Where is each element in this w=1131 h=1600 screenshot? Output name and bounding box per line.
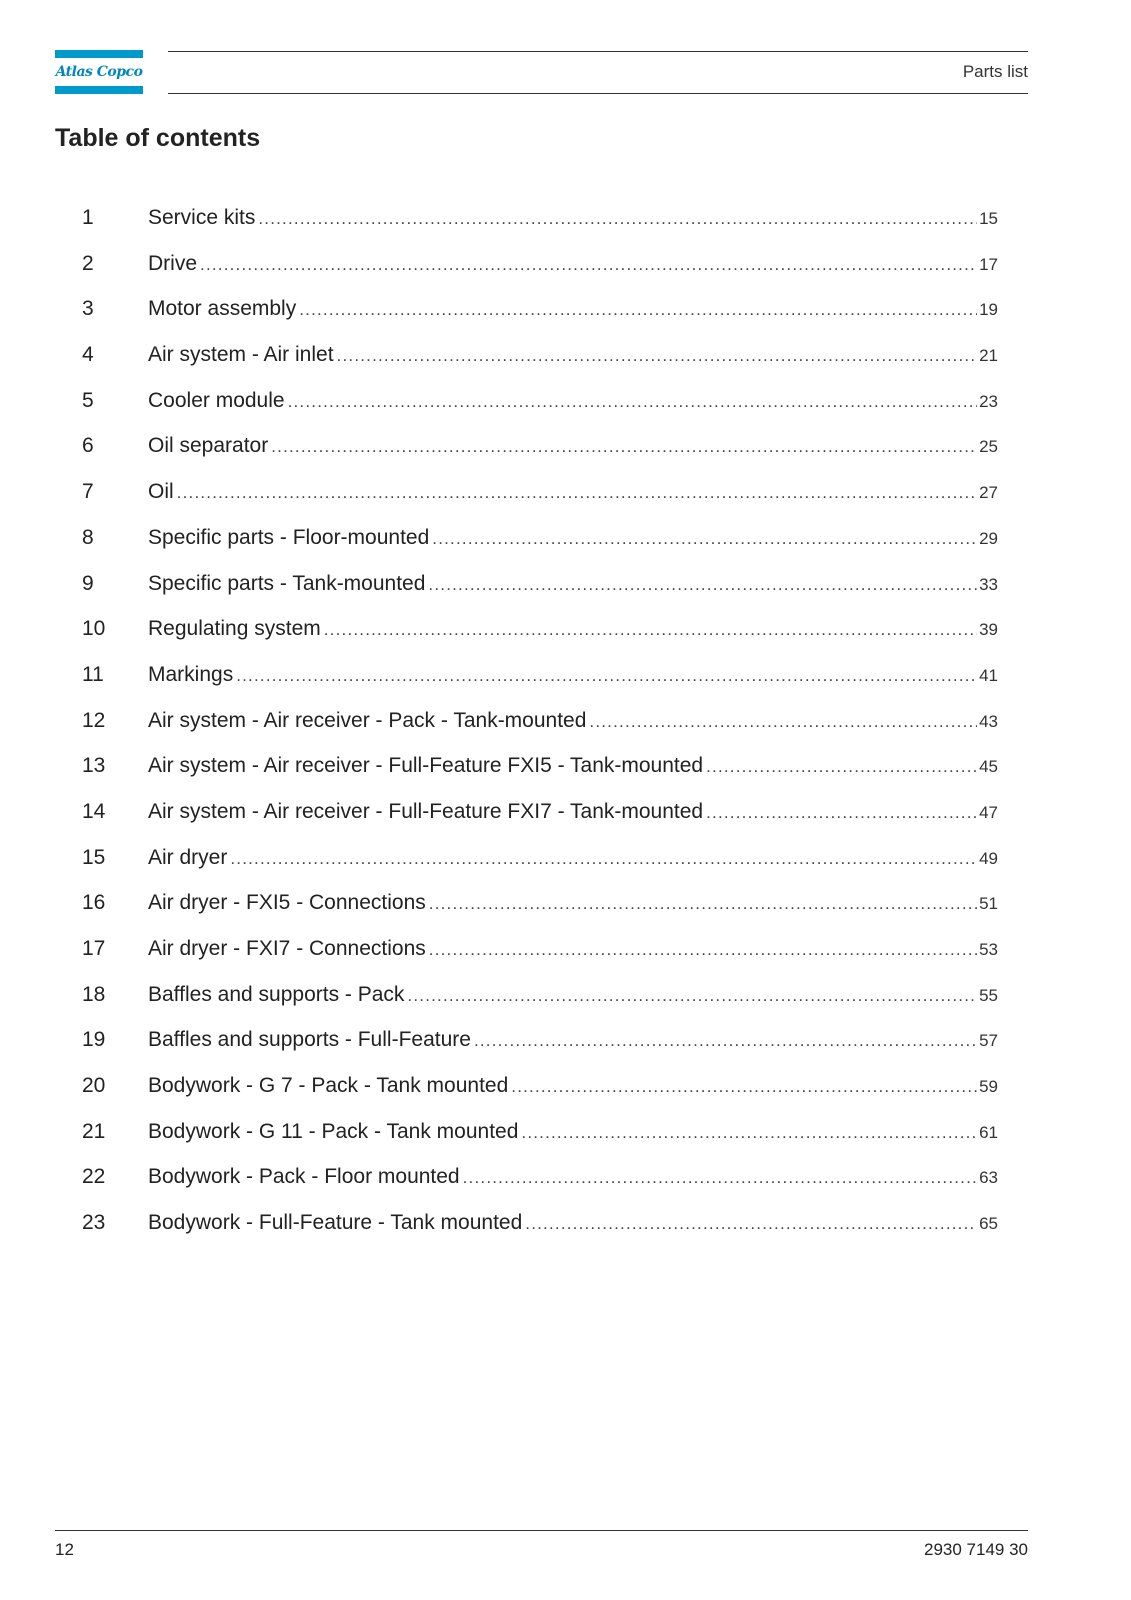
toc-entry-page[interactable]: 43 — [979, 711, 998, 731]
toc-entry-number: 22 — [82, 1165, 106, 1189]
toc-entry-number: 18 — [82, 982, 106, 1006]
toc-entry[interactable] — [82, 526, 998, 572]
toc-dot-leader — [511, 1077, 977, 1097]
toc-entry-page[interactable]: 55 — [979, 985, 998, 1005]
toc-entry[interactable] — [82, 846, 998, 892]
toc-entry-page[interactable]: 57 — [979, 1031, 998, 1051]
toc-dot-leader — [429, 894, 977, 914]
toc-entry-number: 21 — [82, 1119, 106, 1143]
toc-entry-title[interactable]: Air dryer - FXI5 - Connections — [148, 891, 426, 915]
toc-entry-title[interactable]: Baffles and supports - Full-Feature — [148, 1028, 471, 1052]
toc-entry[interactable] — [82, 434, 998, 480]
toc-entry-title[interactable]: Air system - Air receiver - Full-Feature FXI5 - Tank-mounted — [148, 754, 704, 778]
toc-entry-page[interactable]: 59 — [979, 1077, 998, 1097]
toc-entry-page[interactable]: 47 — [979, 802, 998, 822]
toc-dot-leader — [236, 666, 977, 686]
toc-entry-number: 17 — [82, 937, 106, 960]
toc-entry[interactable] — [82, 480, 998, 526]
document-type: Parts list — [962, 62, 1028, 81]
toc-entry-page[interactable]: 33 — [979, 574, 998, 594]
toc-entry-number: 4 — [82, 343, 94, 367]
toc-entry-title[interactable]: Specific parts - Floor-mounted — [148, 525, 430, 549]
toc-dot-leader — [299, 300, 977, 320]
toc-entry-page[interactable]: 27 — [979, 483, 998, 503]
page-title: Table of contents — [55, 124, 261, 152]
toc-dot-leader — [200, 255, 977, 275]
toc-dot-leader — [271, 437, 977, 457]
toc-entry-number: 15 — [82, 845, 106, 869]
toc-entry-number: 19 — [82, 1028, 106, 1052]
toc-dot-leader — [230, 849, 977, 869]
toc-dot-leader — [525, 1214, 977, 1234]
toc-entry[interactable] — [82, 709, 998, 755]
toc-entry[interactable] — [82, 937, 998, 983]
toc-entry-number: 8 — [82, 525, 94, 549]
document-number: 2930 7149 30 — [924, 1540, 1028, 1559]
toc-entry-title[interactable]: Air system - Air inlet — [148, 343, 334, 367]
toc-entry[interactable] — [82, 1120, 998, 1166]
toc-dot-leader — [177, 483, 977, 503]
toc-entry-number: 11 — [82, 662, 104, 686]
toc-entry[interactable] — [82, 983, 998, 1029]
toc-entry-title[interactable]: Baffles and supports - Pack — [148, 982, 405, 1006]
toc-entry[interactable] — [82, 252, 998, 298]
toc-entry-title[interactable]: Specific parts - Tank-mounted — [148, 571, 426, 595]
toc-entry[interactable] — [82, 206, 998, 252]
toc-entry-title[interactable]: Regulating system — [148, 617, 321, 641]
logo-bar-top — [55, 50, 143, 58]
toc-entry[interactable] — [82, 389, 998, 435]
toc-entry-page[interactable]: 41 — [979, 665, 998, 685]
footer-rule — [55, 1530, 1028, 1531]
toc-entry-page[interactable]: 39 — [979, 620, 998, 640]
toc-entry[interactable] — [82, 343, 998, 389]
toc-dot-leader — [432, 529, 977, 549]
toc-entry-number: 7 — [82, 480, 94, 504]
toc-entry-page[interactable]: 51 — [979, 894, 998, 914]
toc-entry-title[interactable]: Oil separator — [148, 434, 269, 458]
toc-entry-title[interactable]: Air dryer — [148, 845, 228, 869]
toc-entry-title[interactable]: Air system - Air receiver - Pack - Tank-mounted — [148, 708, 587, 732]
atlas-copco-logo — [55, 50, 143, 94]
toc-entry-title[interactable]: Motor assembly — [148, 297, 297, 321]
toc-entry-page[interactable]: 65 — [979, 1214, 998, 1234]
toc-entry-number: 16 — [82, 891, 106, 915]
toc-entry[interactable] — [82, 1165, 998, 1211]
toc-entry-page[interactable]: 53 — [979, 940, 998, 959]
toc-dot-leader — [288, 392, 978, 412]
toc-entry-number: 3 — [82, 297, 94, 321]
toc-entry-number: 5 — [82, 388, 94, 412]
toc-entry-title[interactable]: Oil — [148, 480, 174, 504]
toc-entry-number: 14 — [82, 799, 106, 823]
toc-entry[interactable] — [82, 663, 998, 709]
toc-entry-number: 2 — [82, 251, 94, 275]
toc-dot-leader — [463, 1168, 977, 1188]
toc-entry-page[interactable]: 63 — [979, 1168, 998, 1188]
toc-entry[interactable] — [82, 800, 998, 846]
toc-entry-page[interactable]: 29 — [979, 528, 998, 548]
toc-entry-title[interactable]: Markings — [148, 662, 234, 686]
toc-dot-leader — [474, 1031, 977, 1051]
toc-entry-page[interactable]: 23 — [979, 391, 998, 411]
toc-entry-number: 23 — [82, 1211, 106, 1235]
toc-entry-page[interactable]: 19 — [979, 300, 998, 320]
toc-dot-leader — [589, 712, 977, 732]
toc-dot-leader — [337, 346, 978, 366]
toc-dot-leader — [521, 1123, 977, 1143]
toc-entry-page[interactable]: 45 — [979, 757, 998, 777]
toc-entry[interactable] — [82, 1028, 998, 1074]
toc-entry-number: 13 — [82, 754, 106, 778]
toc-entry-page[interactable]: 15 — [979, 209, 998, 228]
toc-entry[interactable] — [82, 1211, 998, 1257]
toc-entry-title[interactable]: Drive — [148, 251, 198, 275]
toc-entry-page[interactable]: 17 — [979, 254, 998, 274]
logo-bar-bottom — [55, 86, 143, 94]
toc-dot-leader — [706, 803, 977, 823]
logo-text: Atlas Copco — [55, 64, 143, 80]
toc-entry-title[interactable]: Air system - Air receiver - Full-Feature FXI7 - Tank-mounted — [148, 799, 704, 823]
toc-entry-number: 10 — [82, 617, 106, 641]
toc-entry[interactable] — [82, 891, 998, 937]
toc-entry-number: 9 — [82, 571, 94, 595]
toc-entry-page[interactable]: 25 — [979, 437, 998, 457]
toc-entry-title[interactable]: Air dryer - FXI7 - Connections — [148, 937, 426, 960]
toc-entry-title[interactable]: Cooler module — [148, 388, 285, 412]
header-rule-bottom — [168, 93, 1028, 94]
toc-entry-title[interactable]: Bodywork - G 11 - Pack - Tank mounted — [148, 1119, 519, 1143]
toc-dot-leader — [324, 620, 977, 640]
toc-entry-page[interactable]: 61 — [979, 1122, 998, 1142]
header-rule-top — [168, 51, 1028, 52]
toc-entry[interactable] — [82, 572, 998, 618]
toc-dot-leader — [429, 940, 977, 960]
toc-entry-title[interactable]: Service kits — [148, 206, 256, 229]
table-of-contents — [82, 206, 998, 1257]
toc-entry[interactable] — [82, 754, 998, 800]
toc-entry[interactable] — [82, 1074, 998, 1120]
toc-entry[interactable] — [82, 617, 998, 663]
toc-entry-page[interactable]: 49 — [979, 848, 998, 868]
toc-entry-page[interactable]: 21 — [979, 346, 998, 366]
toc-dot-leader — [407, 986, 977, 1006]
toc-entry-number: 1 — [82, 206, 94, 229]
toc-dot-leader — [258, 209, 977, 229]
toc-entry-number: 6 — [82, 434, 94, 458]
toc-entry-title[interactable]: Bodywork - G 7 - Pack - Tank mounted — [148, 1074, 509, 1098]
toc-entry-number: 12 — [82, 708, 106, 732]
toc-entry-title[interactable]: Bodywork - Full-Feature - Tank mounted — [148, 1211, 523, 1235]
toc-entry-title[interactable]: Bodywork - Pack - Floor mounted — [148, 1165, 460, 1189]
toc-entry[interactable] — [82, 297, 998, 343]
toc-dot-leader — [428, 575, 977, 595]
page-number: 12 — [55, 1540, 74, 1559]
toc-entry-number: 20 — [82, 1074, 106, 1098]
toc-dot-leader — [706, 757, 977, 777]
